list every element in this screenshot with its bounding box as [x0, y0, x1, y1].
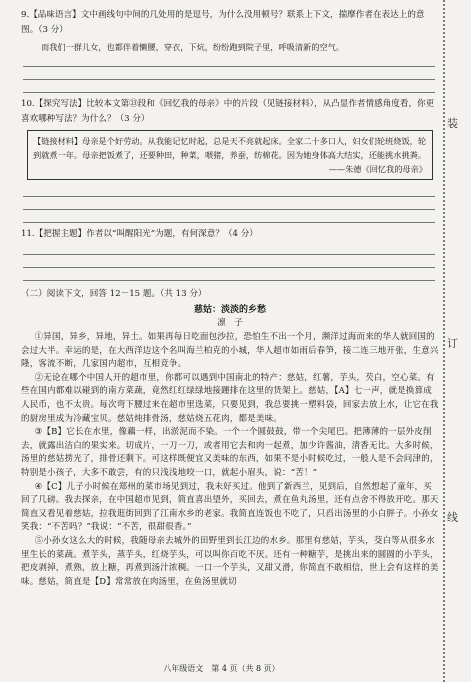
answer-line[interactable] [23, 255, 435, 268]
question-11-prompt: 11.【把握主题】作者以“叫醒阳光”为题，有何深意？（4 分） [21, 229, 258, 239]
page-footer: 八年级语文 第 4 页（共 8 页） [163, 664, 280, 673]
binding-char-3: 线 [447, 511, 458, 524]
answer-line[interactable] [23, 54, 435, 67]
paragraph-5: ⑤小孙女这么大的时候，我随母亲去城外的田野里到长江边的水乡。那里有慈姑，芋头，茭白等从很多水里生长的菜蔬。煮芋头，蒸芋头，红烧芋头，可以叫你百吃不厌。还有一种糖芋，是挑出来的圆圆的小芋头，把皮剥掉，煮熟，放上糖，再煮到汤汁浓稠。一口一个芋头，又甜又滑，你简直不敢相信，世上会有这样的美味。慈姑，简直是【D】常常放在肉汤里，在鱼汤里就切 [21, 535, 439, 587]
paragraph-1: ①异国，异乡，异地，异土。如果再每日吃面包沙拉，恐怕生不出一个月，濒洋过海而来的华人就回国的会过大半。幸运的是，在大西洋边这个名叫海兰柏克的小城，华人超市如雨后春笋，接二连三地开张，生意兴隆，客流不断，几家国内超市，互相竞争。 [21, 332, 439, 370]
answer-line[interactable] [23, 268, 435, 281]
article-author: 凛 子 [217, 318, 243, 328]
paragraph-4: ④【C】儿子小时候在郑州的菜市场见到过，我未好买过。他到了新西兰，见到后，自然想起了童年，买回了几磅。我去探亲，在中国超市见到，简直喜出望外，买回去，煮在鱼丸汤里，还有点舍不得放开吃。那天简直又看见着慈姑，拉我逛街回到了江南水乡的老家。我简直连饭也不吃了，只舀出汤里的小白胖子。小孙女笑我：“不苦吗？”我说：“不苦，很甜很香。” [21, 481, 439, 533]
paragraph-3: ③【B】它长在水里，像藕一样，出淤泥而不染。一个一个圆鼓鼓，带一个尖尾巴。把薄薄的一层外皮削去，就露出洁白的果实来。切成片，一刀一刀，或者用它去和肉一起煮，加少许酱油，清香无比。大多时候，汤里的慈姑捞光了，排骨还剩下。可这样既便宜又美味的东西，如果不是小时候吃过，一般人是不会问津的，特别是小孩子，大多不敢尝，有的只浅浅地咬一口，就起小眉头，说：“苦！” [21, 427, 439, 478]
article-title: 慈姑：淡淡的乡愁 [193, 305, 266, 315]
answer-line[interactable] [23, 210, 435, 223]
binding-char-2: 订 [447, 337, 458, 350]
link-material-source: ——朱德《回忆我的母亲》 [328, 164, 427, 174]
question-9-prompt: 9.【品味语言】文中画线句中间的几处用的是逗号，为什么没用顿号？联系上下文，揣摩作者在表达上的意图。（3 分） [21, 10, 425, 35]
page-content [21, 8, 439, 589]
answer-line[interactable] [23, 242, 435, 255]
answer-line[interactable] [23, 184, 435, 197]
paragraph-2: ②无论在哪个中国人开的超市里，你都可以遇到中国南北的特产：慈姑，红薯，芋头，芡白，空心菜。有些在国内都难以碰到的南方菜蔬，竟然红红绿绿地接踵排在这里的货架上。慈姑，【A】七一声，就是换算成人民币，也不太贵。每次弯下腰过来在超市里选菜，只要见到，我总要挑一塑料袋，回家去放上水，让它在我的厨房里成为冷藏宝贝。慈姑炖排骨汤，慈姑烧五花肉，都是美味。 [21, 372, 439, 424]
question-10-prompt: 10.【探究写法】比较本文第⑬段和《回忆我的母亲》中的片段（见链接材料），从凸显作者情感角度看，你更喜欢哪种写法？为什么？（3 分） [21, 99, 435, 124]
section-heading: （二）阅读下文，回答 12－15 题。（共 13 分） [21, 289, 207, 299]
question-9-quote: 而我们一群儿女，也都伴着懒腰，穿衣，下炕，纷纷跑到院子里，呼吸清新的空气。 [41, 42, 344, 52]
answer-line[interactable] [23, 80, 435, 93]
answer-line[interactable] [23, 197, 435, 210]
answer-line[interactable] [23, 67, 435, 80]
link-material-text: 【链接材料】母亲是个好劳动。从我能记忆时起，总是天不亮就起床。全家二十多口人，妇女们轮班烧饭，轮到就煮一年。母亲把饭煮了，还要种田，种菜，喂猪，养蚕，纺棉花。因为她身体高大结实，还能挑水挑粪。 [33, 136, 427, 160]
binding-char-1: 装 [447, 117, 458, 130]
link-material-box [27, 130, 433, 180]
